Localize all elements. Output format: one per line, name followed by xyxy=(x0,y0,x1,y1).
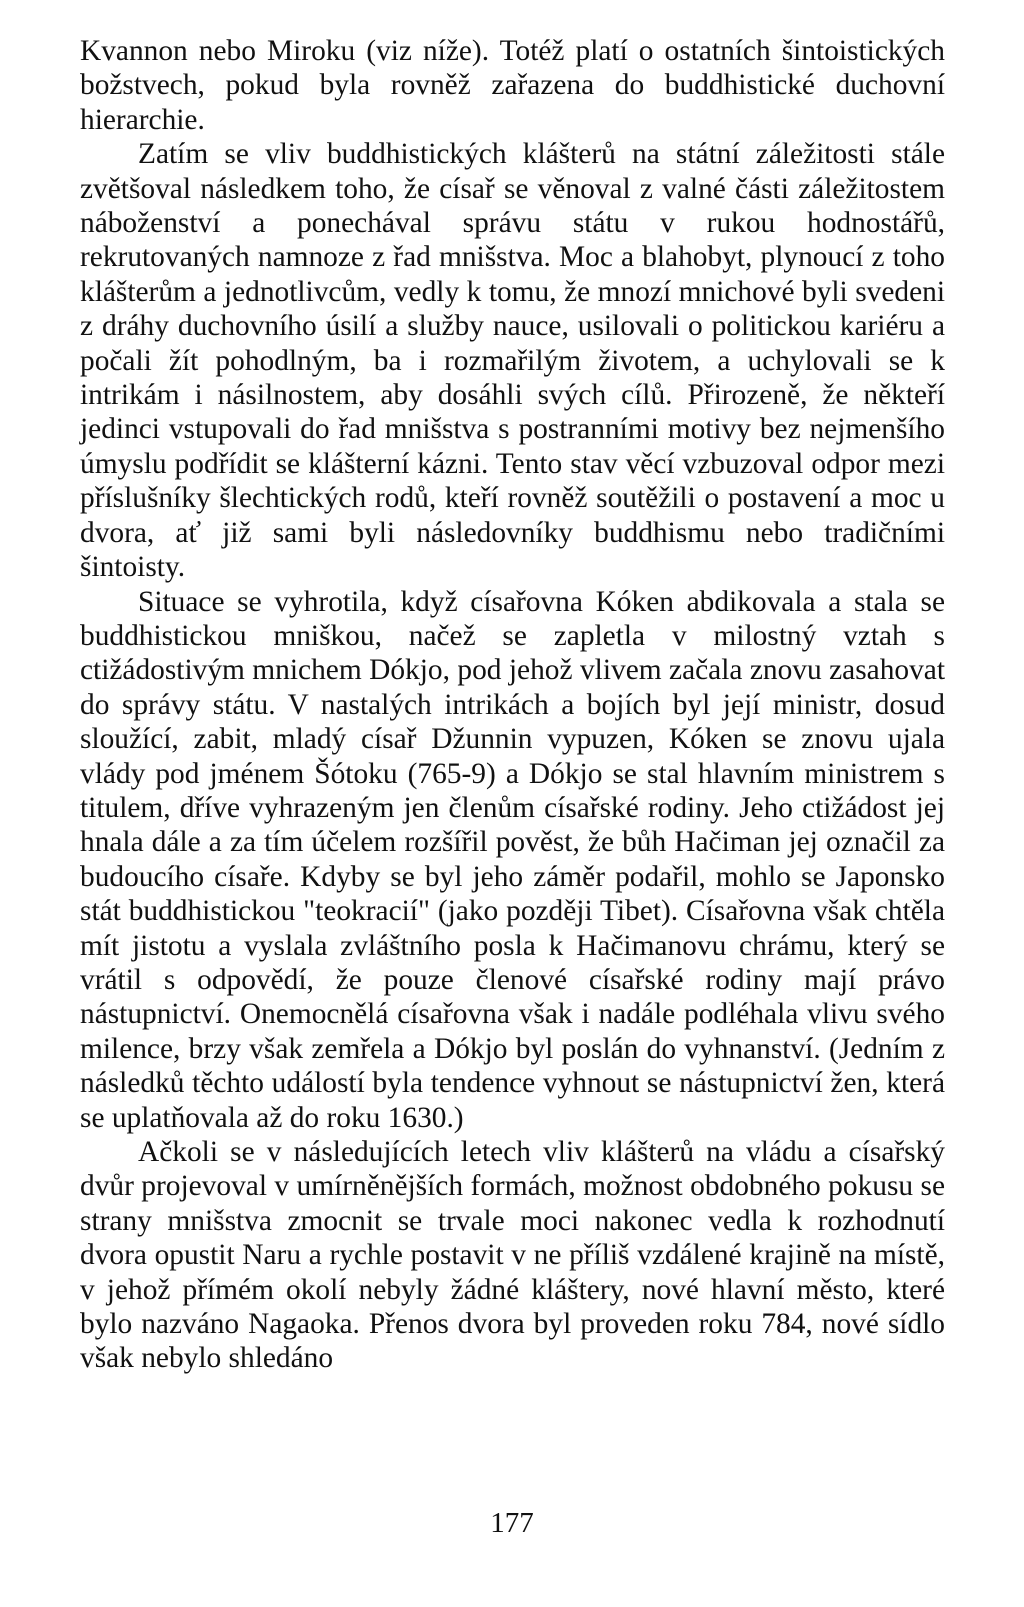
paragraph-nagaoka: Ačkoli se v následujících letech vliv klášterů na vládu a císařský dvůr projevoval v umírněnějších formách, možnost obdobného pokusu se strany mnišstva zmocnit se trvale moci nakonec vedla k rozhodnutí dvora opustit Naru a rychle postavit v ne příliš vzdálené krajině na místě, v jehož přímém okolí nebyly žádné kláštery, nové hlavní město, které bylo nazváno Nagaoka. Přenos dvora byl proveden roku 784, nové sídlo však nebylo shledáno xyxy=(80,1136,945,1375)
paragraph-monastery-influence: Zatím se vliv buddhistických klášterů na státní záležitosti stále zvětšoval následkem toho, že císař se věnoval z valné části záležitostem náboženství a ponechával správu státu v rukou hodnostářů, rekrutovaných namnoze z řad mnišstva. Moc a blahobyt, plynoucí z toho klášterům a jednotlivcům, vedly k tomu, že mnozí mnichové byli svedeni z dráhy duchovního úsilí a služby nauce, usilovali o politickou kariéru a počali žít pohodlným, ba i rozmařilým životem, a uchylovali se k intrikám i násilnostem, aby dosáhli svých cílů. Přirozeně, že někteří jedinci vstupovali do řad mnišstva s postranními motivy bez nejmenšího úmyslu podřídit se klášterní kázni. Tento stav věcí vzbuzoval odpor mezi příslušníky šlechtických rodů, kteří rovněž soutěžili o postavení a moc u dvora, ať již sami byli následovníky buddhismu nebo tradičními šintoisty. xyxy=(80,138,945,584)
page-number: 177 xyxy=(490,1507,534,1539)
paragraph-continuation: Kvannon nebo Miroku (viz níže). Totéž platí o ostatních šintoistických božstvech, pokud byla rovněž zařazena do buddhistické duchovní hierarchie. xyxy=(80,35,945,136)
page-body-text xyxy=(80,34,945,1376)
paragraph-koken-dokjo: Situace se vyhrotila, když císařovna Kóken abdikovala a stala se buddhistickou mniškou, načež se zapletla v milostný vztah s ctižádostivým mnichem Dókjo, pod jehož vlivem začala znovu zasahovat do správy státu. V nastalých intrikách a bojích byl její ministr, dosud sloužící, zabit, mladý císař Džunnin vypuzen, Kóken se znovu ujala vlády pod jménem Šótoku (765-9) a Dókjo se stal hlavním ministrem s titulem, dříve vyhrazeným jen členům císařské rodiny. Jeho ctižádost jej hnala dále a za tím účelem rozšířil pověst, že bůh Hačiman jej označil za budoucího císaře. Kdyby se byl jeho záměr podařil, mohlo se Japonsko stát buddhistickou "teokracií" (jako později Tibet). Císařovna však chtěla mít jistotu a vyslala zvláštního posla k Hačimanovu chrámu, který se vrátil s odpovědí, že pouze členové císařské rodiny mají právo nástupnictví. Onemocnělá císařovna však i nadále podléhala vlivu svého milence, brzy však zemřela a Dókjo byl poslán do vyhnanství. (Jedním z následků těchto událostí byla tendence vyhnout se nástupnictví žen, která se uplatňovala až do roku 1630.) xyxy=(80,585,945,1134)
